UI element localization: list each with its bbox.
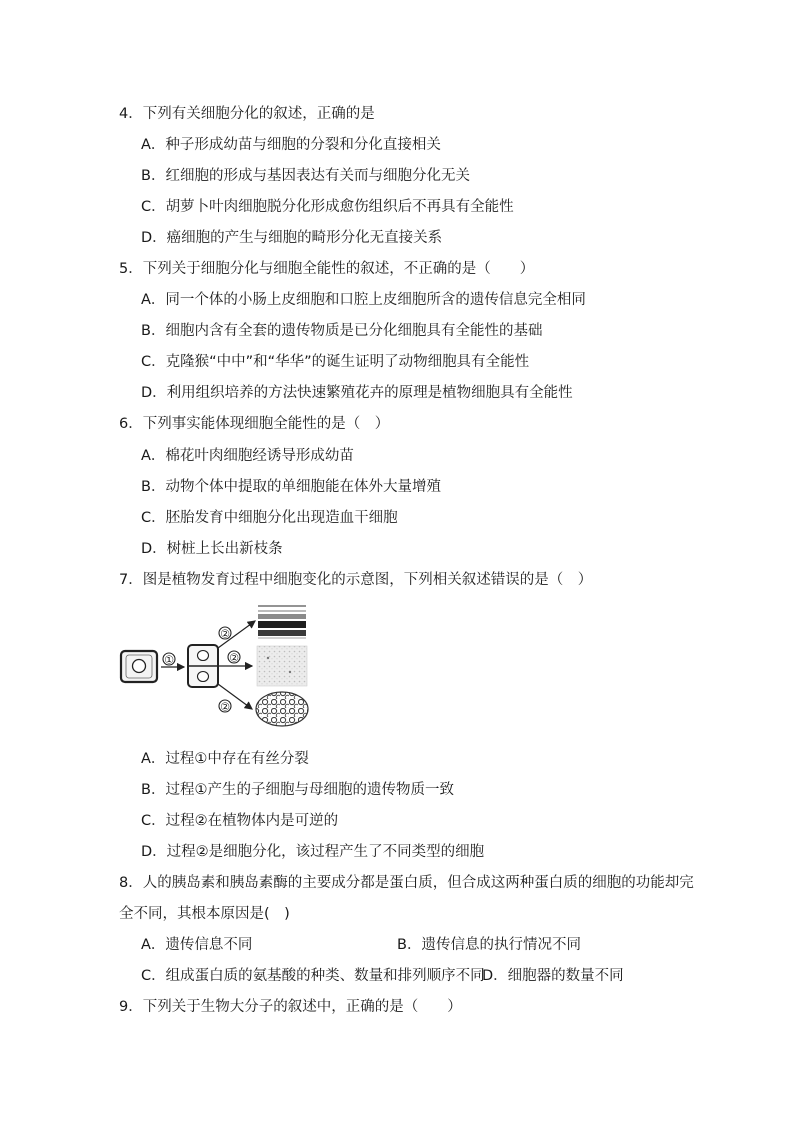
question-8-option-a: A．遗传信息不同	[141, 937, 253, 953]
question-6-option-b: B．动物个体中提取的单细胞能在体外大量增殖	[141, 479, 441, 495]
question-6-option-a: A．棉花叶肉细胞经诱导形成幼苗	[141, 448, 354, 464]
tissue-speckled	[257, 646, 307, 686]
question-5-option-b: B．细胞内含有全套的遗传物质是已分化细胞具有全能性的基础	[141, 323, 543, 339]
question-4-option-a: A．种子形成幼苗与细胞的分裂和分化直接相关	[141, 137, 441, 153]
question-6-option-d: D．树桩上长出新枝条	[141, 541, 283, 557]
question-4-option-b: B．红细胞的形成与基因表达有关而与细胞分化无关	[141, 168, 470, 184]
question-9-stem: 9．下列关于生物大分子的叙述中，正确的是（ ）	[119, 999, 462, 1015]
cell-development-figure	[118, 600, 318, 728]
question-8-option-c: C．组成蛋白质的氨基酸的种类、数量和排列顺序不同	[141, 968, 485, 984]
process-2-label-bottom: ②	[220, 700, 230, 714]
question-4-option-d: D．癌细胞的产生与细胞的畸形分化无直接关系	[141, 230, 443, 246]
question-7-stem: 7．图是植物发育过程中细胞变化的示意图，下列相关叙述错误的是（ ）	[119, 572, 593, 588]
question-8-stem-line-1: 8．人的胰岛素和胰岛素酶的主要成分都是蛋白质，但合成这两种蛋白质的细胞的功能却完	[119, 875, 694, 891]
question-8-option-b: B．遗传信息的执行情况不同	[397, 937, 581, 953]
question-7-option-c: C．过程②在植物体内是可逆的	[141, 813, 339, 829]
question-5-option-d: D．利用组织培养的方法快速繁殖花卉的原理是植物细胞具有全能性	[141, 385, 573, 401]
process-1-label: ①	[164, 653, 174, 667]
question-7-option-a: A．过程①中存在有丝分裂	[141, 751, 309, 767]
question-7-option-d: D．过程②是细胞分化，该过程产生了不同类型的细胞	[141, 844, 485, 860]
process-2-label-top: ②	[220, 627, 230, 641]
question-8-option-d: D．细胞器的数量不同	[482, 968, 624, 984]
question-6-stem: 6．下列事实能体现细胞全能性的是（ ）	[119, 416, 390, 432]
question-6-option-c: C．胚胎发育中细胞分化出现造血干细胞	[141, 510, 398, 526]
process-2-label-middle: ②	[229, 651, 239, 665]
daughter-cells	[188, 645, 218, 687]
tissue-cell-mass	[256, 692, 308, 726]
question-5-stem: 5．下列关于细胞分化与细胞全能性的叙述，不正确的是（ ）	[119, 261, 535, 277]
question-4-stem: 4．下列有关细胞分化的叙述，正确的是	[119, 106, 375, 122]
question-8-stem-line-2: 全不同，其根本原因是( )	[119, 906, 290, 922]
mother-cell	[121, 651, 157, 682]
tissue-layered	[257, 603, 307, 639]
question-4-option-c: C．胡萝卜叶肉细胞脱分化形成愈伤组织后不再具有全能性	[141, 199, 514, 215]
question-7-option-b: B．过程①产生的子细胞与母细胞的遗传物质一致	[141, 782, 454, 798]
question-5-option-a: A．同一个体的小肠上皮细胞和口腔上皮细胞所含的遗传信息完全相同	[141, 292, 586, 308]
question-5-option-c: C．克隆猴“中中”和“华华”的诞生证明了动物细胞具有全能性	[141, 354, 530, 370]
